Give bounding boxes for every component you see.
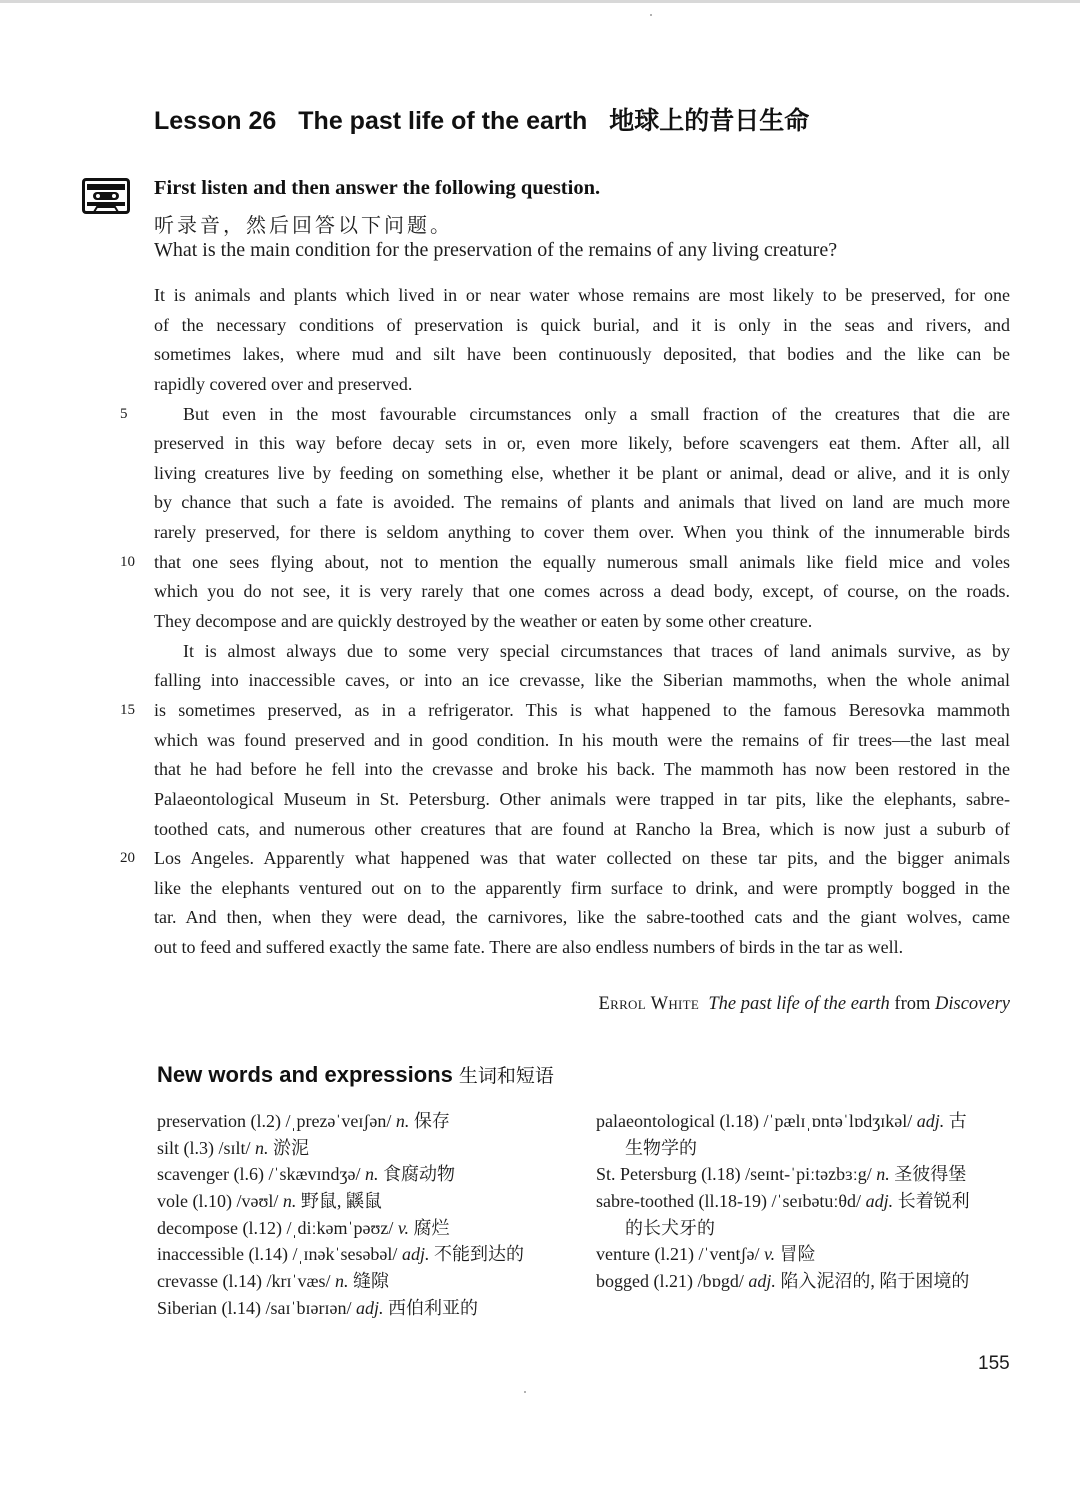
passage-line (154, 726, 1010, 756)
cassette-tape-icon (82, 178, 130, 214)
vocabulary-entry: vole (l.10) /vəʊl/ n. 野鼠, 鼷鼠 (157, 1191, 382, 1212)
passage-text (120, 281, 1010, 963)
source-title: Discovery (935, 994, 1010, 1014)
passage-line (154, 785, 1010, 815)
line-text: rapidly covered over and preserved. (154, 373, 413, 394)
line-text: by chance that such a fate is avoided. The remains of plants and animals that lived on land are much more (154, 492, 1010, 513)
question-heading: First listen and then answer the following question. (154, 177, 601, 199)
line-text: that one sees flying about, not to mention the equally numerous small animals like field mice and voles (154, 551, 1010, 572)
vocabulary-entry: palaeontological (l.18) /ˈpælɪˌɒntəˈlɒdʒɪkəl/ adj. 古 (596, 1111, 967, 1131)
vocabulary-entry: bogged (l.21) /bɒgd/ adj. 陷入泥沼的, 陷于困境的 (596, 1271, 970, 1292)
line-text: like the elephants ventured out on to the apparently firm surface to drink, and were promptly bogged in the (154, 877, 1010, 898)
passage-line (120, 548, 1010, 578)
line-text: out to feed and suffered exactly the same fate. There are also endless numbers of birds in the tar as well. (154, 937, 904, 958)
vocabulary-list-left (157, 1108, 577, 1322)
lesson-title-cn: 地球上的昔日生命 (609, 106, 810, 135)
vocabulary-title-cn: 生词和短语 (458, 1065, 554, 1087)
passage-line (154, 637, 1010, 667)
question-heading-cn: 听录音，然后回答以下问题。 (154, 215, 453, 237)
passage-line (154, 666, 1010, 696)
vocabulary-title: New words and expressions (157, 1062, 453, 1087)
attribution-connector: from (894, 994, 931, 1014)
passage-line (154, 933, 1010, 963)
passage-line (154, 370, 1010, 400)
author-name: Errol White (598, 994, 700, 1014)
line-text: Los Angeles. Apparently what happened was that water collected on these tar pits, and the bigger animals (154, 848, 1010, 869)
vocabulary-entry-continuation: 的长犬牙的 (625, 1217, 715, 1238)
passage-line (120, 696, 1010, 726)
passage-line (120, 844, 1010, 874)
passage-line (154, 281, 1010, 311)
scan-speck (650, 14, 652, 16)
vocabulary-list-right (596, 1108, 1016, 1295)
passage-line (154, 874, 1010, 904)
vocabulary-entry: scavenger (l.6) /ˈskævɪndʒə/ n. 食腐动物 (157, 1164, 455, 1185)
line-text: But even in the most favourable circumstances only a small fraction of the creatures that die are (183, 403, 1010, 424)
line-text: It is animals and plants which lived in or near water whose remains are most likely to be preserved, for one (154, 285, 1010, 305)
scan-speck (524, 1391, 526, 1393)
vocabulary-entry: venture (l.21) /ˈventʃə/ v. 冒险 (596, 1244, 816, 1265)
line-text: preserved in this way before decay sets in or, even more likely, before scavengers eat them. After all, all (154, 433, 1010, 454)
line-text: They decompose and are quickly destroyed by the weather or eaten by some other creature. (154, 611, 813, 632)
page-number: 155 (978, 1353, 1010, 1374)
lesson-title (154, 101, 1034, 137)
line-text: of the necessary conditions of preservation is quick burial, and it is only in the seas and rivers, and (154, 314, 1010, 335)
line-text: is sometimes preserved, as in a refrigerator. This is what happened to the famous Beresovka mammoth (154, 699, 1010, 720)
passage-line (154, 755, 1010, 785)
passage-line (154, 815, 1010, 845)
attribution (599, 994, 1010, 1015)
scan-edge-line (0, 0, 1080, 3)
line-text: It is almost always due to some very special circumstances that traces of land animals survive, as by (183, 640, 1010, 661)
line-text: that he had before he fell into the crevasse and broke his back. The mammoth has now been restored in the (154, 759, 1010, 780)
line-text: sometimes lakes, where mud and silt have been continuously deposited, that bodies and the like can be (154, 344, 1010, 365)
vocabulary-entry: decompose (l.12) /ˌdiːkəmˈpəʊz/ v. 腐烂 (157, 1217, 450, 1238)
vocabulary-entry: St. Petersburg (l.18) /seɪnt-ˈpiːtəzbɜːg/ n. 圣彼得堡 (596, 1164, 967, 1185)
line-number: 5 (120, 405, 128, 422)
line-text: falling into inaccessible caves, or into an ice crevasse, like the Siberian mammoths, when the whole animal (154, 670, 1010, 691)
vocabulary-entry: preservation (l.2) /ˌprezəˈveɪʃən/ n. 保存 (157, 1111, 450, 1131)
line-text: which was found preserved and in good condition. In his mouth were the remains of fir trees—the last meal (154, 729, 1010, 750)
passage-line (154, 577, 1010, 607)
vocabulary-entry: crevasse (l.14) /krɪˈvæs/ n. 缝隙 (157, 1271, 389, 1292)
line-text: rarely preserved, for there is seldom anything to cover them over. When you think of the innumerable birds (154, 522, 1010, 543)
line-text: toothed cats, and numerous other creatures that are found at Rancho la Brea, which is now just a suburb of (154, 818, 1010, 839)
vocabulary-entry: inaccessible (l.14) /ˌɪnəkˈsesəbəl/ adj. 不能到达的 (157, 1244, 524, 1265)
line-text: Palaeontological Museum in St. Petersburg. Other animals were trapped in tar pits, like the elephants, sabre- (154, 788, 1010, 809)
passage-line (154, 311, 1010, 341)
vocabulary-entry: sabre-toothed (ll.18-19) /ˈseɪbətuːθd/ adj. 长着锐利 (596, 1191, 970, 1212)
vocabulary-entry: Siberian (l.14) /saɪˈbɪərɪən/ adj. 西伯利亚的 (157, 1297, 478, 1318)
work-title: The past life of the earth (708, 994, 890, 1014)
line-number: 15 (120, 701, 135, 718)
passage-line (120, 400, 1010, 430)
vocabulary-entry: silt (l.3) /sɪlt/ n. 淤泥 (157, 1137, 310, 1158)
passage-line (154, 488, 1010, 518)
line-number: 20 (120, 850, 135, 867)
line-text: tar. And then, when they were dead, the carnivores, like the sabre-toothed cats and the giant wolves, came (154, 907, 1010, 928)
lesson-label: Lesson 26 (154, 107, 277, 135)
line-number: 10 (120, 553, 135, 570)
vocabulary-heading (157, 1061, 554, 1088)
line-text: living creatures live by feeding on something else, whether it be plant or animal, dead or alive, and it is only (154, 462, 1010, 483)
passage-line (154, 459, 1010, 489)
line-text: which you do not see, it is very rarely that one comes across a dead body, except, of course, on the roads. (154, 581, 1010, 602)
vocabulary-entry-continuation: 生物学的 (625, 1137, 697, 1158)
lesson-title-en: The past life of the earth (298, 107, 588, 135)
passage-line (154, 340, 1010, 370)
passage-line (154, 429, 1010, 459)
passage-line (154, 518, 1010, 548)
passage-line (154, 607, 1010, 637)
passage-line (154, 903, 1010, 933)
question-text: What is the main condition for the preservation of the remains of any living creature? (154, 239, 838, 261)
